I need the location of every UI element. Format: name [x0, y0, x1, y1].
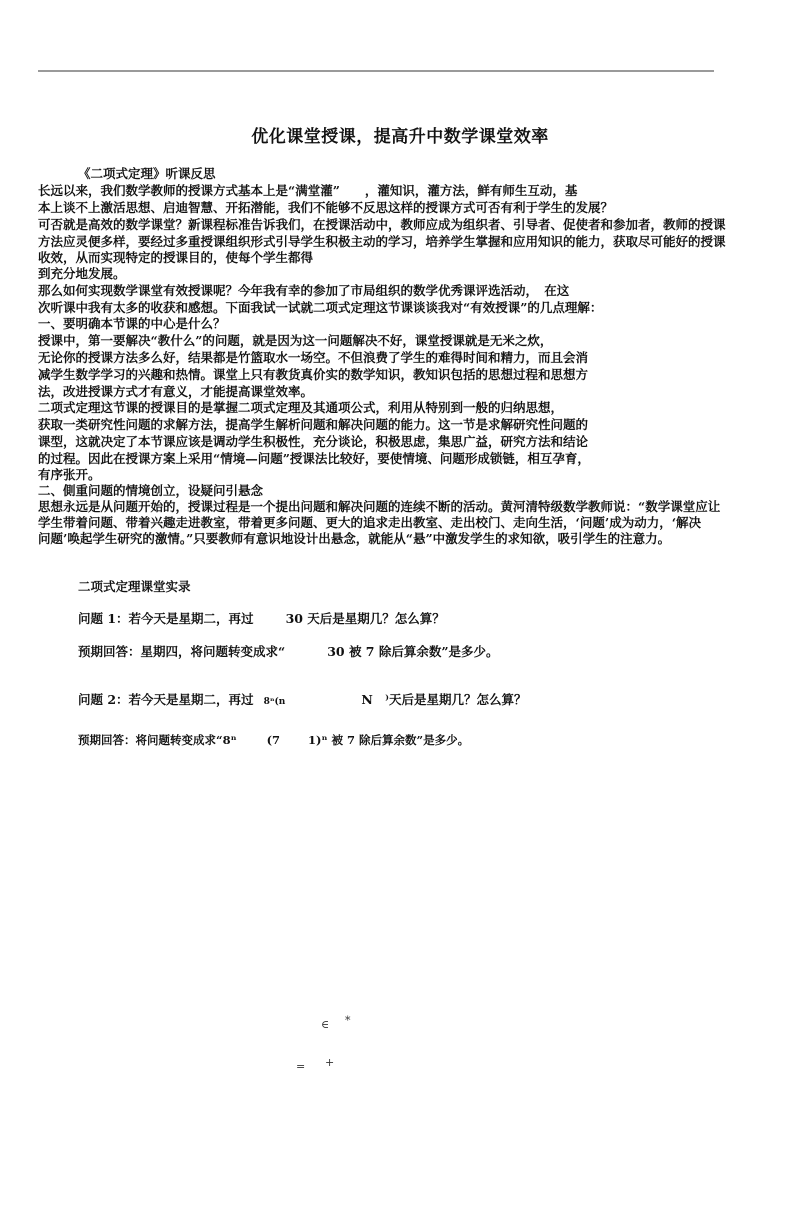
- stray-asterisk-symbol: *: [345, 1014, 351, 1027]
- paragraph-line: 获取一类研究性问题的求解方法，提高学生解析问题和解决问题的能力。这一节是求解研究性问题的: [38, 417, 589, 432]
- document-subtitle: 《二项式定理》听课反思: [78, 166, 216, 181]
- paragraph-line: 那么如何实现数学课堂有效授课呢？今年我有幸的参加了市局组织的数学优秀课评选活动， 在这: [38, 283, 570, 298]
- question-1-start: 问题 1：若今天是星期二，再过: [78, 611, 254, 626]
- paragraph-line: 授课中，第一要解决“教什么”的问题，就是因为这一问题解决不好，课堂授课就是无米之炊，: [38, 333, 553, 348]
- paragraph-line: 次听课中我有太多的收获和感想。下面我试一试就二项式定理这节课谈谈我对“有效授课”的几点理解：: [38, 300, 603, 315]
- paragraph-line: 收效，从而实现特定的授课目的，使每个学生都得: [38, 250, 314, 265]
- answer-2-formula: (7: [266, 733, 281, 747]
- stray-element-symbol: ∈: [321, 1018, 330, 1031]
- paragraph-line: 无论你的授课方法多么好，结果都是竹篮取水一场空。不但浪费了学生的难得时间和精力，而且会消: [38, 350, 589, 365]
- stray-plus-symbol: +: [325, 1056, 335, 1069]
- paragraph-line: 二项式定理这节课的授课目的是掌握二项式定理及其通项公式，利用从特别到一般的归纳思想，: [38, 400, 564, 415]
- answer-1: [78, 642, 499, 660]
- paragraph-line: 课型，这就决定了本节课应该是调动学生积极性，充分谈论，积极思虑，集思广益，研究方法和结论: [38, 434, 589, 449]
- answer-2: [78, 732, 469, 748]
- document-title: 优化课堂授课，提高升中数学课堂效率: [251, 127, 549, 147]
- answer-2-end: 1)ⁿ 被 7 除后算余数”是多少。: [308, 733, 470, 747]
- question-2: [78, 690, 526, 708]
- question-2-end: N ⁾天后是星期几？怎么算？: [361, 692, 527, 707]
- paragraph-line: 长远以来，我们数学教师的授课方式基本上是“满堂灌” ，灌知识，灌方法，鲜有师生互动，基: [38, 183, 578, 198]
- paragraph-line: 可否就是高效的数学课堂？新课程标准告诉我们，在授课活动中，教师应成为组织者、引导者、促使者和参加者，教师的授课: [38, 217, 726, 232]
- section-heading: 一、要明确本节课的中心是什么？: [38, 316, 226, 331]
- answer-1-start: 预期回答：星期四，将问题转变成求“: [78, 644, 286, 659]
- header-rule: [38, 70, 714, 72]
- paragraph-line: 减学生数学学习的兴趣和热情。课堂上只有教货真价实的数学知识，教知识包括的思想过程和思想方: [38, 367, 589, 382]
- paragraph-line: 思想永远是从问题开始的，授课过程是一个提出问题和解决问题的连续不断的活动。黄河清特级数学教师说：“数学课堂应让: [38, 499, 721, 514]
- question-2-formula: 8ⁿ(n: [263, 697, 286, 707]
- paragraph-line: 的过程。因此在授课方案上采用“情境—问题”授课法比较好，要使情境、问题形成锁链，相互孕育，: [38, 451, 590, 466]
- question-1-end: 30 天后是星期几？怎么算？: [285, 611, 445, 626]
- question-1: [78, 609, 445, 627]
- paragraph-line: 方法应灵便多样，要经过多重授课组织形式引导学生积极主动的学习，培养学生掌握和应用知识的能力，获取尽可能好的授课: [38, 234, 726, 249]
- paragraph-line: 问题’唤起学生研究的激情。”只要教师有意识地设计出悬念，就能从“悬”中激发学生的求知欲，吸引学生的注意力。: [38, 531, 671, 546]
- answer-1-end: 30 被 7 除后算余数”是多少。: [327, 644, 499, 659]
- stray-equals-symbol: =: [296, 1060, 306, 1073]
- paragraph-line: 学生带着问题、带着兴趣走进教室，带着更多问题、更大的追求走出教室、走出校门、走向生活，‘问题’成为动力，‘解决: [38, 515, 702, 530]
- paragraph-line: 法，改进授课方式才有意义，才能提高课堂效率。: [38, 384, 314, 399]
- paragraph-line: 有序张开。: [38, 467, 101, 482]
- paragraph-line: 到充分地发展。: [38, 266, 126, 281]
- answer-2-start: 预期回答：将问题转变成求“8ⁿ: [78, 733, 237, 747]
- question-2-start: 问题 2：若今天是星期二，再过: [78, 692, 254, 707]
- paragraph-line: 本上谈不上激活思想、启迪智慧、开拓潜能，我们不能够不反思这样的授课方式可否有利于学生的发展？: [38, 200, 614, 215]
- lecture-heading: 二项式定理课堂实录: [78, 579, 191, 594]
- section-heading: 二、側重问题的情境创立，设疑问引悬念: [38, 483, 264, 498]
